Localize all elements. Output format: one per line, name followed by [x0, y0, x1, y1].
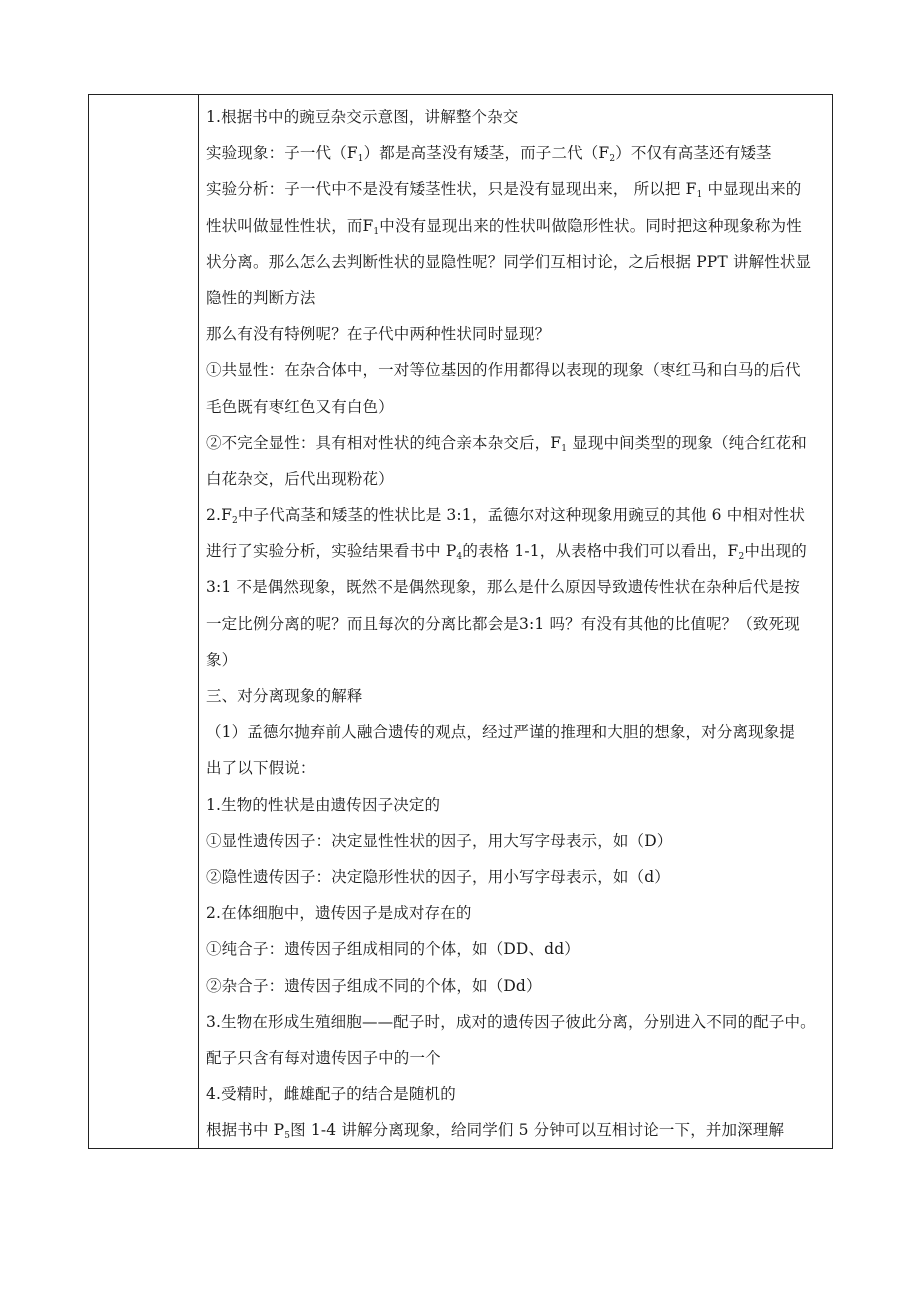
subscript: 1 — [357, 154, 364, 165]
text-segment: 4.受精时，雌雄配子的结合是随机的 — [206, 1085, 456, 1104]
text-segment: 3:1 不是偶然现象，既然不是偶然现象，那么是什么原因导致遗传性状在杂种后代是按 — [206, 578, 800, 597]
text-line — [206, 569, 824, 605]
text-segment: ①共显性：在杂合体中，一对等位基因的作用都得以表现的现象（枣红马和白马的后代 — [206, 361, 801, 380]
text-segment: ）不仅有高茎还有矮茎 — [615, 144, 772, 163]
text-segment: 出了以下假说： — [206, 759, 316, 778]
text-body — [206, 99, 824, 1148]
text-segment: 三、对分离现象的解释 — [206, 687, 363, 705]
text-line — [206, 533, 824, 569]
text-line — [206, 678, 824, 714]
text-line — [206, 316, 824, 352]
text-segment: ①纯合子：遗传因子组成相同的个体，如（DD、dd） — [206, 940, 580, 959]
text-line — [206, 280, 824, 316]
subscript: 2 — [232, 516, 238, 527]
subscript: 4 — [456, 552, 463, 563]
text-line — [206, 1076, 824, 1112]
subscript: 2 — [609, 154, 616, 165]
text-line — [206, 1040, 824, 1076]
text-segment: 配子只含有每对遗传因子中的一个 — [206, 1048, 441, 1067]
text-segment: 中没有显现出来的性状叫做隐形性状。同时把这种现象称为性 — [379, 216, 802, 235]
subscript: 5 — [284, 1131, 291, 1142]
text-line — [206, 352, 824, 388]
text-line — [206, 750, 824, 786]
text-line — [206, 859, 824, 895]
text-segment: 3.生物在形成生殖细胞——配子时，成对的遗传因子彼此分离，分别进入不同的配子中。 — [206, 1012, 816, 1031]
text-segment: 进行了实验分析，实验结果看书中 P — [206, 542, 457, 561]
text-line — [206, 606, 824, 642]
subscript: 1 — [373, 226, 380, 237]
text-segment: 性状叫做显性性状，而F — [206, 216, 374, 235]
text-segment: ②隐性遗传因子：决定隐形性状的因子，用小写字母表示，如（d） — [206, 867, 670, 886]
text-line — [206, 931, 824, 967]
text-segment: 白花杂交，后代出现粉花） — [206, 469, 394, 488]
text-line — [206, 642, 824, 678]
text-line — [206, 787, 824, 823]
text-segment: ）都是高茎没有矮茎，而子二代（F — [363, 144, 610, 163]
lesson-table — [88, 94, 833, 1149]
text-segment: 2.在体细胞中，遗传因子是成对存在的 — [206, 904, 472, 923]
text-segment: 象） — [206, 650, 238, 669]
text-line — [206, 895, 824, 931]
text-segment: 状分离。那么怎么去判断性状的显隐性呢？同学们互相讨论，之后根据 PPT 讲解性状显 — [206, 252, 812, 271]
text-line — [206, 425, 824, 461]
text-line — [206, 135, 824, 171]
text-line — [206, 1004, 824, 1040]
text-segment: 实验分析：子一代中不是没有矮茎性状，只是没有显现出来， 所以把 F — [206, 180, 697, 199]
text-segment: ①显性遗传因子：决定显性性状的因子，用大写字母表示，如（D） — [206, 831, 673, 850]
text-segment: 2.F — [206, 506, 232, 525]
text-line — [206, 823, 824, 859]
text-segment: ②杂合子：遗传因子组成不同的个体，如（Dd） — [206, 976, 542, 995]
text-segment: 1.根据书中的豌豆杂交示意图，讲解整个杂交 — [206, 108, 519, 126]
text-line — [206, 208, 824, 244]
subscript: 2 — [738, 552, 745, 563]
subscript: 1 — [561, 443, 568, 454]
text-line — [206, 244, 824, 280]
text-segment: 隐性的判断方法 — [206, 288, 316, 307]
text-segment: 根据书中 P — [206, 1121, 285, 1140]
text-segment: 图 1-4 讲解分离现象，给同学们 5 分钟可以互相讨论一下，并加深理解 — [290, 1121, 785, 1140]
text-segment: 中子代高茎和矮茎的性状比是 3:1，孟德尔对这种现象用豌豆的其他 6 中相对性状 — [237, 506, 805, 525]
text-segment: （1）孟德尔抛弃前人融合遗传的观点，经过严谨的推理和大胆的想象，对分离现象提 — [206, 723, 796, 742]
text-segment: 显现中间类型的现象（纯合红花和 — [567, 433, 807, 452]
text-segment: 那么有没有特例呢？在子代中两种性状同时显现？ — [206, 325, 551, 344]
left-empty-cell — [89, 95, 199, 1148]
text-segment: 中显现出来的 — [702, 180, 802, 199]
text-segment: 一定比例分离的呢？而且每次的分离比都会是3:1 吗？有没有其他的比值呢？（致死现 — [206, 614, 800, 633]
text-segment: 中出现的 — [744, 542, 807, 561]
subscript: 1 — [696, 190, 703, 201]
text-segment: 毛色既有枣红色又有白色） — [206, 397, 394, 416]
text-line — [206, 1112, 824, 1148]
text-line — [206, 497, 824, 533]
text-line — [206, 171, 824, 207]
text-line — [206, 389, 824, 425]
text-segment: 的表格 1-1，从表格中我们可以看出，F — [462, 542, 739, 561]
text-segment: 1.生物的性状是由遗传因子决定的 — [206, 795, 441, 814]
text-segment: 实验现象：子一代（F — [206, 144, 358, 163]
text-segment: ②不完全显性：具有相对性状的纯合亲本杂交后，F — [206, 433, 562, 452]
text-line — [206, 461, 824, 497]
text-line — [206, 968, 824, 1004]
text-line — [206, 99, 824, 135]
text-line — [206, 714, 824, 750]
content-cell — [199, 95, 832, 1148]
